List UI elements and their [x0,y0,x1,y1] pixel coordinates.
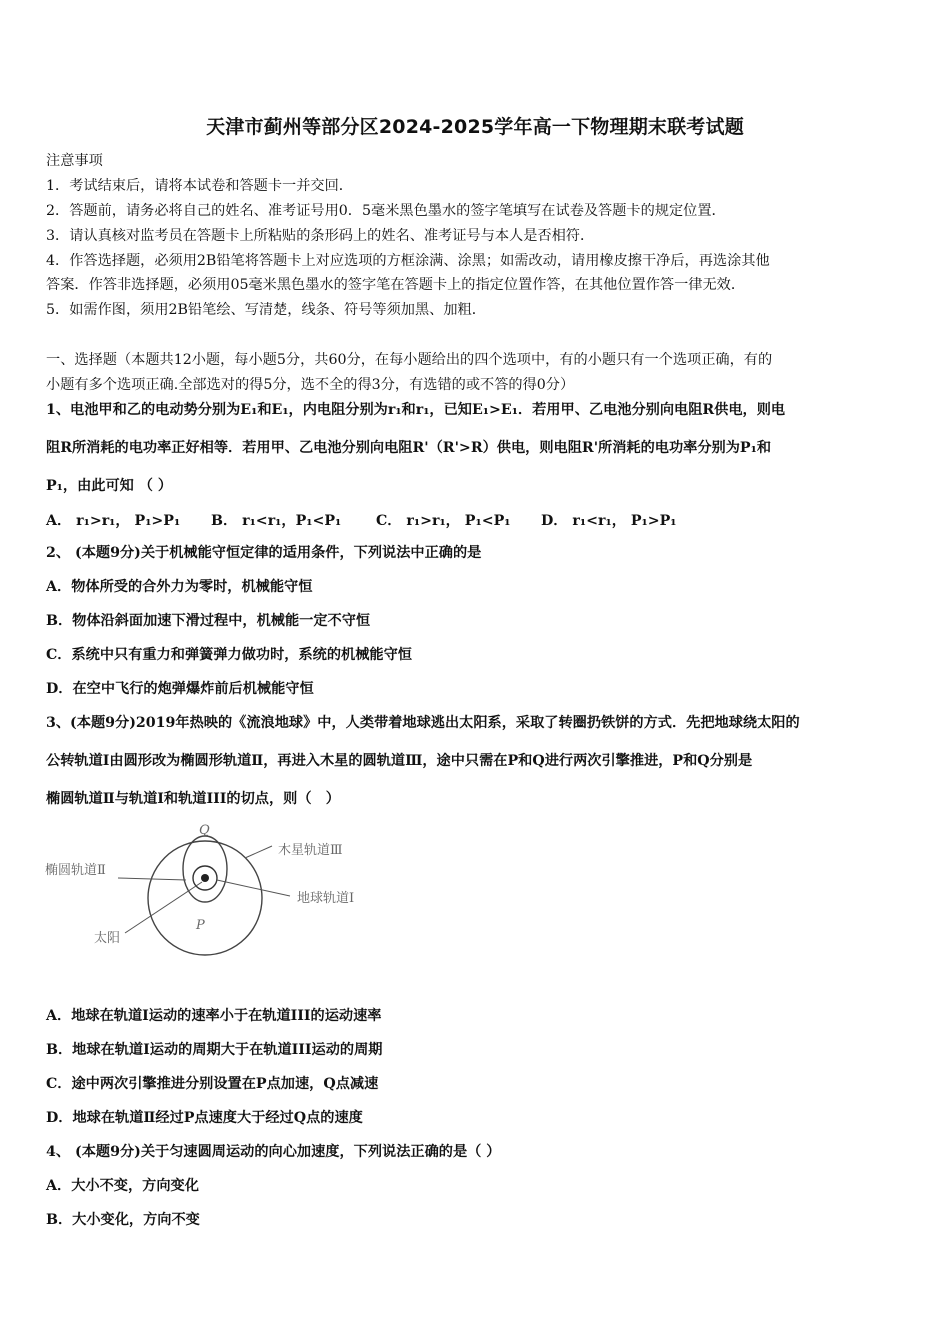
question-3-stem-end: 椭圆轨道Ⅱ与轨道I和轨道III的切点，则（ ） [46,791,340,807]
question-4-stem: 4、 (本题9分)关于匀速圆周运动的向心加速度，下列说法正确的是（ ） [46,1144,501,1160]
question-2-option-a[interactable]: A．物体所受的合外力为零时，机械能守恒 [46,579,313,595]
ellipse-orbit [183,836,227,902]
sun-icon [201,874,209,882]
earth-orbit-label: 地球轨道Ⅰ [297,891,355,906]
orbit-diagram-svg [40,818,400,968]
notice-item: 2．答题前，请务必将自己的姓名、准考证号用0．5毫米黑色墨水的签字笔填写在试卷及答题卡的规定位置． [46,203,726,219]
question-1-stem-end: P₁，由此可知 （ ） [46,478,173,494]
jupiter-orbit [148,841,262,955]
question-3-stem-cont: 公转轨道I由圆形改为椭圆形轨道Ⅱ，再进入木星的圆轨道Ⅲ，途中只需在P和Q进行两次引擎推进，P和Q分别是 [46,753,753,769]
point-q-label: Q [199,823,210,838]
question-1-option-d[interactable]: D． r₁<r₁， P₁>P₁ [541,513,677,529]
question-1-options [46,510,676,530]
notice-heading: 注意事项 [46,153,103,169]
orbit-diagram [40,818,400,968]
jupiter-orbit-label: 木星轨道Ⅲ [278,843,343,858]
question-3-option-c[interactable]: C．途中两次引擎推进分别设置在P点加速，Q点减速 [46,1076,379,1092]
jupiter-leader-line [245,846,272,858]
question-1-option-a[interactable]: A． r₁>r₁， P₁>P₁ [46,513,181,529]
question-4-option-b[interactable]: B．大小变化，方向不变 [46,1212,200,1228]
page-title: 天津市蓟州等部分区2024-2025学年高一下物理期末联考试题 [206,116,744,138]
section-heading-cont: 小题有多个选项正确.全部选对的得5分，选不全的得3分，有选错的或不答的得0分） [46,377,575,393]
question-2-option-b[interactable]: B．物体沿斜面加速下滑过程中，机械能一定不守恒 [46,613,371,629]
ellipse-orbit-label: 椭圆轨道Ⅱ [45,863,106,878]
question-3-option-a[interactable]: A．地球在轨道I运动的速率小于在轨道III的运动速率 [46,1008,382,1024]
sun-label: 太阳 [94,931,121,946]
question-2-option-d[interactable]: D．在空中飞行的炮弹爆炸前后机械能守恒 [46,681,314,697]
question-1-option-b[interactable]: B． r₁<r₁，P₁<P₁ [211,513,342,529]
question-2-option-c[interactable]: C．系统中只有重力和弹簧弹力做功时，系统的机械能守恒 [46,647,412,663]
section-heading: 一、选择题（本题共12小题，每小题5分，共60分，在每小题给出的四个选项中，有的小题只有一个选项正确，有的 [46,352,773,368]
question-3-stem: 3、(本题9分)2019年热映的《流浪地球》中，人类带着地球逃出太阳系，采取了转圈扔铁饼的方式．先把地球绕太阳的 [46,715,800,731]
notice-item: 5．如需作图，须用2B铅笔绘、写清楚，线条、符号等须加黑、加粗． [46,302,486,318]
earth-leader-line [217,880,290,896]
question-1-option-c[interactable]: C． r₁>r₁， P₁<P₁ [376,513,511,529]
question-3-option-d[interactable]: D．地球在轨道Ⅱ经过P点速度大于经过Q点的速度 [46,1110,363,1126]
question-3-option-b[interactable]: B．地球在轨道I运动的周期大于在轨道III运动的周期 [46,1042,383,1058]
question-2-stem: 2、 (本题9分)关于机械能守恒定律的适用条件，下列说法中正确的是 [46,545,482,561]
notice-item: 3．请认真核对监考员在答题卡上所粘贴的条形码上的姓名、准考证号与本人是否相符． [46,228,595,244]
notice-item: 4．作答选择题，必须用2B铅笔将答题卡上对应选项的方框涂满、涂黑；如需改动，请用橡皮擦干净后，再选涂其他 [46,253,770,269]
question-1-stem: 1、电池甲和乙的电动势分别为E₁和E₁，内电阻分别为r₁和r₁，已知E₁>E₁．若用甲、乙电池分别向电阻R供电，则电 [46,402,786,418]
notice-item: 答案．作答非选择题，必须用05毫米黑色墨水的签字笔在答题卡上的指定位置作答，在其他位置作答一律无效． [46,277,746,293]
point-p-label: P [196,918,205,933]
question-1-stem-cont: 阻R所消耗的电功率正好相等．若用甲、乙电池分别向电阻R'（R'>R）供电，则电阻R'所消耗的电功率分别为P₁和 [46,440,772,456]
sun-leader-line [125,882,202,933]
question-4-option-a[interactable]: A．大小不变，方向变化 [46,1178,199,1194]
notice-item: 1．考试结束后，请将本试卷和答题卡一并交回． [46,178,353,194]
